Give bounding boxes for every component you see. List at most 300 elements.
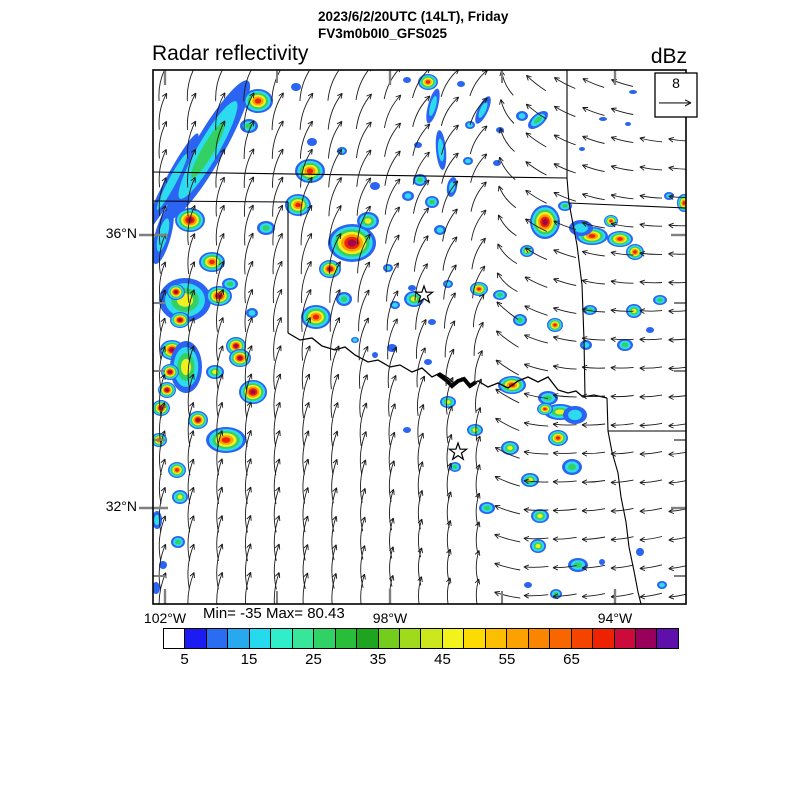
radar-echo — [463, 157, 473, 165]
radar-echo — [625, 122, 631, 126]
wind-arrow — [611, 423, 634, 428]
radar-echo — [351, 337, 359, 343]
wind-arrow — [583, 136, 605, 143]
lat-tick-label: 32°N — [105, 498, 137, 514]
wind-arrow — [274, 374, 281, 418]
wind-arrow — [553, 336, 576, 341]
wind-arrow — [669, 423, 691, 428]
radar-echo — [524, 582, 532, 588]
radar-echo — [301, 305, 331, 329]
wind-arrow — [495, 477, 520, 487]
wind-arrow — [525, 306, 548, 315]
wind-arrow — [582, 337, 605, 342]
wind-arrow — [217, 544, 223, 590]
radar-echo — [617, 339, 633, 351]
radar-echo — [646, 327, 654, 333]
wind-arrow — [553, 594, 577, 599]
radar-echo — [547, 318, 563, 332]
wind-arrow — [640, 309, 662, 314]
colorbar-cell — [420, 628, 442, 649]
radar-echo — [285, 194, 311, 216]
wind-arrow — [526, 162, 547, 176]
wind-arrow — [640, 194, 662, 199]
wind-arrow — [470, 126, 487, 154]
wind-arrow — [188, 431, 194, 476]
wind-arrow — [640, 366, 662, 371]
wind-arrow — [669, 166, 691, 171]
colorbar-cell — [614, 628, 636, 649]
radar-echo — [501, 441, 519, 455]
wind-arrow — [640, 223, 662, 228]
radar-echo — [168, 462, 186, 478]
wind-arrow — [272, 149, 283, 188]
wind-arrow — [495, 505, 520, 514]
radar-echo — [370, 182, 380, 190]
wind-arrow — [413, 124, 430, 156]
wind-arrow — [495, 591, 521, 598]
wind-arrow — [217, 515, 223, 561]
radar-echo — [295, 159, 325, 183]
wind-arrow — [274, 431, 280, 476]
wind-arrow — [476, 493, 481, 526]
wind-arrow — [332, 488, 337, 532]
wind-arrow — [476, 465, 481, 499]
wind-arrow — [303, 487, 309, 532]
map-inner — [140, 65, 691, 618]
wind-arrow — [244, 177, 253, 217]
radar-echo — [580, 340, 592, 350]
wind-arrow — [245, 233, 253, 274]
wind-arrow — [669, 338, 691, 343]
radar-echo — [383, 264, 393, 272]
radar-echo — [239, 380, 267, 404]
radar-echo — [246, 308, 258, 318]
wind-arrow — [553, 537, 577, 542]
wind-arrow — [669, 565, 691, 571]
colorbar-cell — [292, 628, 314, 649]
wind-arrow — [582, 594, 605, 599]
colorbar-cell — [463, 628, 485, 649]
radar-echo — [548, 430, 568, 446]
wind-arrow — [582, 193, 604, 199]
wind-arrow — [329, 177, 342, 216]
radar-echo — [188, 411, 208, 429]
wind-arrow — [554, 164, 576, 173]
wind-arrow — [553, 394, 577, 399]
wind-arrow — [640, 251, 662, 256]
wind-arrow — [384, 95, 400, 128]
colorbar-tick-label: 45 — [434, 651, 451, 668]
colorbar — [163, 628, 679, 649]
radar-echo — [636, 548, 644, 556]
wind-arrow — [274, 487, 280, 532]
wind-arrow — [272, 93, 283, 130]
wind-arrow — [244, 149, 254, 188]
wind-arrow — [416, 319, 426, 358]
wind-arrow — [329, 149, 342, 187]
wind-arrow — [216, 177, 224, 216]
radar-echo — [629, 90, 637, 94]
wind-arrow — [669, 395, 691, 400]
radar-echo — [372, 352, 378, 358]
wind-arrow — [303, 431, 309, 475]
wind-arrow — [441, 97, 458, 126]
wind-arrow — [245, 459, 251, 504]
wind-arrow — [611, 565, 634, 570]
radar-echo — [493, 290, 507, 300]
radar-echo — [530, 539, 546, 553]
wind-arrow — [359, 290, 369, 331]
radar-echo — [531, 509, 549, 523]
wind-arrow — [640, 537, 662, 543]
wind-arrow — [582, 537, 605, 542]
wind-arrow — [273, 261, 282, 303]
wind-arrow — [496, 418, 520, 430]
radar-echo — [562, 459, 582, 475]
wind-arrow — [358, 262, 370, 303]
wind-arrow — [640, 480, 662, 485]
radar-echo — [167, 284, 185, 300]
wind-arrow — [475, 522, 480, 555]
wind-arrow — [446, 578, 451, 613]
wind-arrow — [640, 337, 662, 342]
wind-arrow — [475, 550, 480, 583]
wind-arrow — [669, 223, 691, 228]
wind-arrow — [387, 291, 398, 331]
wind-arrow — [497, 302, 518, 320]
radar-echo — [516, 111, 528, 121]
colorbar-cell — [378, 628, 400, 649]
wind-arrow — [524, 335, 547, 343]
wind-arrow — [217, 487, 223, 533]
colorbar-cell — [399, 628, 421, 649]
wind-arrow — [499, 128, 514, 151]
wind-arrow — [388, 347, 396, 388]
wind-arrow — [188, 516, 194, 561]
wind-arrow — [471, 210, 486, 241]
wind-arrow — [217, 459, 223, 504]
wind-arrow — [611, 508, 634, 513]
wind-arrow — [272, 121, 283, 159]
radar-echo — [599, 559, 605, 565]
wind-arrow — [553, 307, 576, 313]
wind-arrow — [524, 593, 548, 598]
colorbar-cell — [335, 628, 357, 649]
wind-arrow — [640, 166, 662, 171]
colorbar-cell — [313, 628, 335, 649]
colorbar-cell — [184, 628, 206, 649]
radar-echo — [257, 221, 275, 235]
radar-echo — [653, 295, 667, 305]
wind-arrow — [640, 508, 662, 513]
wind-arrow — [582, 480, 605, 485]
wind-arrow — [669, 536, 691, 542]
wind-arrow — [611, 194, 633, 199]
lon-tick-label: 94°W — [597, 610, 633, 626]
red-river-wide-section — [438, 374, 476, 386]
wind-arrow — [640, 395, 662, 400]
wind-arrow — [443, 209, 458, 242]
radar-echo — [579, 147, 585, 151]
radar-echo — [568, 558, 588, 572]
wind-arrow — [554, 78, 575, 89]
wind-arrow — [583, 79, 604, 88]
wind-arrow — [441, 69, 459, 97]
radar-echo — [537, 403, 553, 415]
wind-arrow — [496, 360, 519, 375]
radar-echo — [418, 74, 438, 90]
wind-arrow — [611, 165, 633, 170]
wind-arrow — [553, 480, 577, 485]
radar-echo — [206, 427, 246, 453]
wind-arrow — [245, 515, 251, 561]
radar-echo — [626, 244, 644, 260]
wind-arrow — [159, 121, 167, 158]
wind-arrow — [472, 238, 486, 269]
wind-arrow — [524, 422, 548, 427]
wind-arrow — [554, 135, 576, 145]
wind-arrow — [669, 280, 691, 285]
radar-echo — [424, 359, 432, 365]
wind-arrow — [498, 215, 516, 236]
wind-arrow — [582, 251, 605, 256]
radar-echo — [513, 314, 527, 326]
wind-arrow — [475, 579, 480, 611]
wind-arrow — [611, 480, 634, 485]
wind-arrow — [495, 563, 521, 570]
units-label: dBz — [650, 45, 687, 68]
colorbar-cell — [356, 628, 378, 649]
colorbar-tick-label: 25 — [305, 651, 322, 668]
wind-arrow — [188, 487, 194, 532]
colorbar-cell — [442, 628, 464, 649]
wind-arrow — [188, 459, 194, 504]
radar-echo — [425, 196, 439, 208]
radar-echo — [408, 285, 416, 291]
wind-arrow — [245, 430, 251, 475]
field-label: Radar reflectivity — [152, 42, 309, 65]
colorbar-tick-label: 55 — [498, 651, 516, 668]
wind-arrow — [669, 480, 691, 486]
radar-echo — [171, 536, 185, 548]
wind-arrow — [582, 365, 605, 370]
wind-arrow — [245, 487, 251, 533]
wind-arrow — [499, 157, 516, 180]
wind-arrow — [611, 452, 634, 457]
wind-arrow — [500, 99, 515, 123]
wind-arrow — [471, 182, 486, 212]
radar-echo — [243, 89, 273, 113]
wind-arrow — [554, 106, 575, 116]
radar-echo — [336, 292, 352, 306]
wind-arrow — [470, 70, 488, 96]
wind-arrow — [582, 565, 605, 570]
radar-echo — [434, 130, 447, 171]
wind-arrow — [524, 565, 549, 570]
colorbar-cell — [592, 628, 614, 649]
wind-arrow — [418, 577, 423, 614]
radar-echo — [199, 252, 225, 272]
wind-arrow — [274, 402, 280, 446]
wind-arrow — [554, 192, 576, 201]
wind-arrow — [332, 459, 338, 503]
colorbar-cell — [163, 628, 185, 649]
min-max-stats: Min= -35 Max= 80.43 — [203, 605, 345, 622]
colorbar-tick-label: 15 — [240, 651, 258, 668]
wind-arrow — [583, 108, 605, 116]
wind-arrow — [385, 151, 400, 186]
wind-arrow — [582, 279, 605, 284]
wind-arrow — [669, 252, 691, 257]
colorbar-cell — [206, 628, 228, 649]
radar-echo — [467, 424, 483, 436]
wind-arrow — [525, 277, 547, 288]
radar-echo — [170, 312, 190, 328]
colorbar-cell — [485, 628, 507, 649]
radar-echo — [493, 160, 501, 166]
wind-arrow — [245, 402, 251, 447]
wind-arrow — [524, 450, 548, 455]
wind-arrow — [582, 165, 604, 172]
colorbar-cell — [635, 628, 657, 649]
radar-echo — [607, 231, 633, 247]
wind-arrow — [274, 516, 280, 561]
wind-arrow — [640, 452, 662, 457]
colorbar-cell — [249, 628, 271, 649]
wind-arrow — [640, 593, 662, 599]
colorbar-tick-label: 5 — [180, 651, 189, 668]
city-star-marker — [449, 443, 466, 459]
wind-arrow — [611, 394, 634, 399]
radar-echo — [172, 490, 188, 504]
radar-echo — [479, 502, 495, 514]
wind-arrow — [499, 186, 516, 208]
colorbar-cell — [506, 628, 528, 649]
wind-arrow — [582, 508, 605, 513]
wind-arrow — [640, 423, 662, 428]
wind-arrow — [274, 459, 280, 504]
colorbar-cell — [549, 628, 571, 649]
radar-echo — [403, 427, 411, 433]
radar-echo — [457, 81, 465, 87]
radar-echo — [563, 406, 587, 424]
wind-arrow — [245, 205, 254, 246]
radar-echo — [445, 176, 458, 197]
colorbar-cell — [571, 628, 593, 649]
wind-arrow — [417, 376, 424, 416]
wind-arrow — [553, 508, 577, 513]
radar-echo — [521, 473, 539, 487]
wind-arrow — [273, 177, 283, 217]
wind-arrow — [496, 331, 518, 348]
wind-arrow — [553, 365, 576, 370]
wind-reference-value: 8 — [672, 75, 680, 91]
wind-arrow — [245, 544, 251, 590]
colorbar-cell — [227, 628, 249, 649]
wind-arrow — [526, 190, 547, 203]
wind-arrow — [669, 451, 691, 456]
wind-arrow — [526, 75, 545, 90]
wind-arrow — [273, 205, 283, 245]
wind-arrow — [384, 67, 401, 99]
wind-arrow — [669, 137, 691, 142]
wind-arrow — [582, 451, 605, 456]
radar-echo — [604, 215, 618, 227]
lon-tick-label: 102°W — [143, 610, 187, 626]
wind-arrow — [640, 565, 662, 571]
wind-arrow — [357, 178, 371, 216]
wind-arrow — [216, 205, 224, 245]
wind-arrow — [217, 374, 223, 418]
wind-arrow — [356, 94, 371, 129]
wind-arrow — [359, 318, 368, 360]
radar-echo — [402, 191, 414, 201]
wind-arrow — [332, 431, 338, 475]
wind-arrow — [582, 423, 605, 428]
radar-echo — [307, 138, 317, 146]
radar-echo — [440, 396, 456, 408]
wind-arrow — [497, 273, 517, 292]
wind-arrow — [611, 108, 633, 115]
lat-tick-label: 36°N — [105, 225, 137, 241]
wind-arrow — [553, 451, 577, 456]
colorbar-cell — [528, 628, 550, 649]
radar-echo — [677, 194, 691, 212]
wind-arrow — [526, 133, 546, 147]
radar-echo — [403, 77, 411, 83]
wind-arrow — [554, 278, 577, 285]
radar-echo — [424, 87, 443, 124]
wind-arrow — [273, 233, 282, 274]
colorbar-tick-label: 35 — [369, 651, 387, 668]
wind-arrow — [188, 234, 195, 274]
radar-echo — [428, 319, 436, 325]
wind-arrow — [640, 137, 662, 142]
radar-echo — [525, 108, 551, 133]
wind-arrow — [640, 280, 662, 285]
radar-echo — [599, 117, 607, 121]
wind-arrow — [611, 366, 634, 371]
wind-arrow — [611, 537, 634, 542]
radar-echo — [657, 581, 667, 589]
wind-arrow — [303, 459, 309, 504]
radar-echo — [443, 280, 453, 288]
colorbar-cell — [270, 628, 292, 649]
chart-title-datetime: 2023/6/2/20UTC (14LT), Friday — [318, 9, 509, 24]
wind-arrow — [360, 460, 366, 503]
wind-arrow — [669, 593, 691, 599]
wind-arrow — [498, 244, 517, 264]
chart-title-model: FV3m0b0I0_GFS025 — [318, 26, 448, 41]
wind-arrow — [495, 534, 521, 542]
wind-arrow — [611, 222, 633, 227]
wind-arrow — [669, 309, 691, 314]
colorbar-tick-label: 65 — [563, 651, 580, 668]
wind-arrow — [554, 250, 576, 258]
wind-arrow — [471, 154, 487, 183]
wind-arrow — [524, 364, 548, 371]
wind-arrow — [611, 280, 634, 285]
colorbar-cell — [656, 628, 678, 649]
wind-arrow — [388, 319, 398, 360]
wind-arrow — [611, 137, 633, 143]
wind-arrow — [301, 233, 311, 274]
radar-echo — [465, 121, 475, 129]
wind-arrow — [303, 402, 310, 446]
radar-echo — [291, 83, 301, 91]
wind-arrow — [302, 261, 312, 303]
lon-tick-label: 98°W — [372, 610, 408, 626]
